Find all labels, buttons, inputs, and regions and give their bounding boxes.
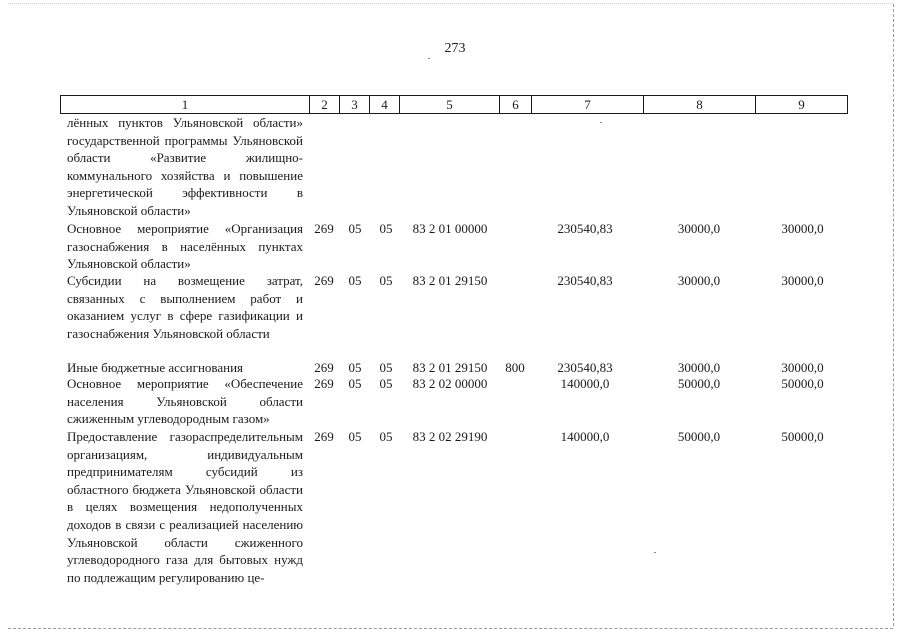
cell-section: 05 xyxy=(348,360,362,375)
header-col-5: 5 xyxy=(400,96,500,113)
header-col-8: 8 xyxy=(644,96,756,113)
cell-target-article: 83 2 01 00000 xyxy=(412,221,488,236)
header-col-9: 9 xyxy=(798,97,805,112)
page-edge-right xyxy=(893,4,894,626)
cell-ministry: 269 xyxy=(314,221,334,236)
cell-ministry: 269 xyxy=(314,429,334,444)
cell-amount-3: 50000,0 xyxy=(781,429,824,444)
row-description: Иные бюджетные ассигнования xyxy=(67,360,244,375)
row-description: Субсидии на возмещение затрат, связанных с выполнением работ и оказанием услуг в сфере газификации и газоснабжения Ульяновской области xyxy=(67,273,303,341)
cell-section: 05 xyxy=(348,429,362,444)
cell-ministry: 269 xyxy=(314,360,334,375)
cell-amount-2: 30000,0 xyxy=(677,221,721,236)
header-col-1: 1 xyxy=(61,96,310,113)
cell-amount-3: 30000,0 xyxy=(781,273,824,288)
cell-amount-2: 50000,0 xyxy=(677,376,721,391)
cell-amount-2: 30000,0 xyxy=(677,360,721,375)
cell-subsection: 05 xyxy=(379,376,393,391)
cell-amount-1: 140000,0 xyxy=(560,429,610,444)
header-col-6: 6 xyxy=(500,96,532,113)
cell-expense-type: 800 xyxy=(505,360,525,375)
cell-target-article: 83 2 01 29150 xyxy=(412,360,488,375)
scan-speck xyxy=(654,552,656,553)
cell-amount-1: 140000,0 xyxy=(560,376,610,391)
cell-subsection: 05 xyxy=(379,221,393,236)
cell-section: 05 xyxy=(348,273,362,288)
cell-amount-3: 50000,0 xyxy=(781,376,824,391)
row-description: Основное мероприятие «Обеспечение населения Ульяновской области сжиженным углеводородным газом» xyxy=(67,376,303,427)
header-col-3: 3 xyxy=(340,96,370,113)
header-col-2: 2 xyxy=(310,96,340,113)
cell-amount-1: 230540,83 xyxy=(557,273,613,288)
cell-ministry: 269 xyxy=(314,273,334,288)
page-edge-bottom xyxy=(8,628,893,629)
scan-speck xyxy=(600,122,602,123)
row-description: лённых пунктов Ульяновской области» государственной программы Ульяновской области «Развитие жилищно-коммунального хозяйства и повышение энергетической эффективности в Ульяновской области» xyxy=(67,115,303,218)
cell-subsection: 05 xyxy=(379,429,393,444)
page-edge-top xyxy=(8,3,893,4)
cell-target-article: 83 2 02 00000 xyxy=(412,376,488,391)
cell-amount-3: 30000,0 xyxy=(781,360,824,375)
cell-subsection: 05 xyxy=(379,360,393,375)
header-col-7: 7 xyxy=(532,96,644,113)
cell-amount-1: 230540,83 xyxy=(557,360,613,375)
cell-amount-3: 30000,0 xyxy=(781,221,824,236)
cell-amount-2: 30000,0 xyxy=(677,273,721,288)
header-col-4: 4 xyxy=(370,96,400,113)
cell-amount-2: 50000,0 xyxy=(677,429,721,444)
row-description: Предоставление газораспределительным организациям, индивидуальным предпринимателям субсидий из областного бюджета Ульяновской области в целях возмещения недополученных доходов в связи с реализацией населению Ульяновской области сжиженного углеводородного газа для бытовых нужд по подлежащим регулированию це- xyxy=(67,429,303,585)
table-header-row xyxy=(60,95,848,114)
cell-amount-1: 230540,83 xyxy=(557,221,613,236)
page-number: 273 xyxy=(444,41,466,56)
cell-section: 05 xyxy=(348,376,362,391)
row-description: Основное мероприятие «Организация газоснабжения в населённых пунктах Ульяновской области» xyxy=(67,221,303,272)
scan-speck xyxy=(428,58,430,59)
cell-target-article: 83 2 01 29150 xyxy=(412,273,488,288)
cell-target-article: 83 2 02 29190 xyxy=(412,429,488,444)
cell-ministry: 269 xyxy=(314,376,334,391)
cell-subsection: 05 xyxy=(379,273,393,288)
cell-section: 05 xyxy=(348,221,362,236)
